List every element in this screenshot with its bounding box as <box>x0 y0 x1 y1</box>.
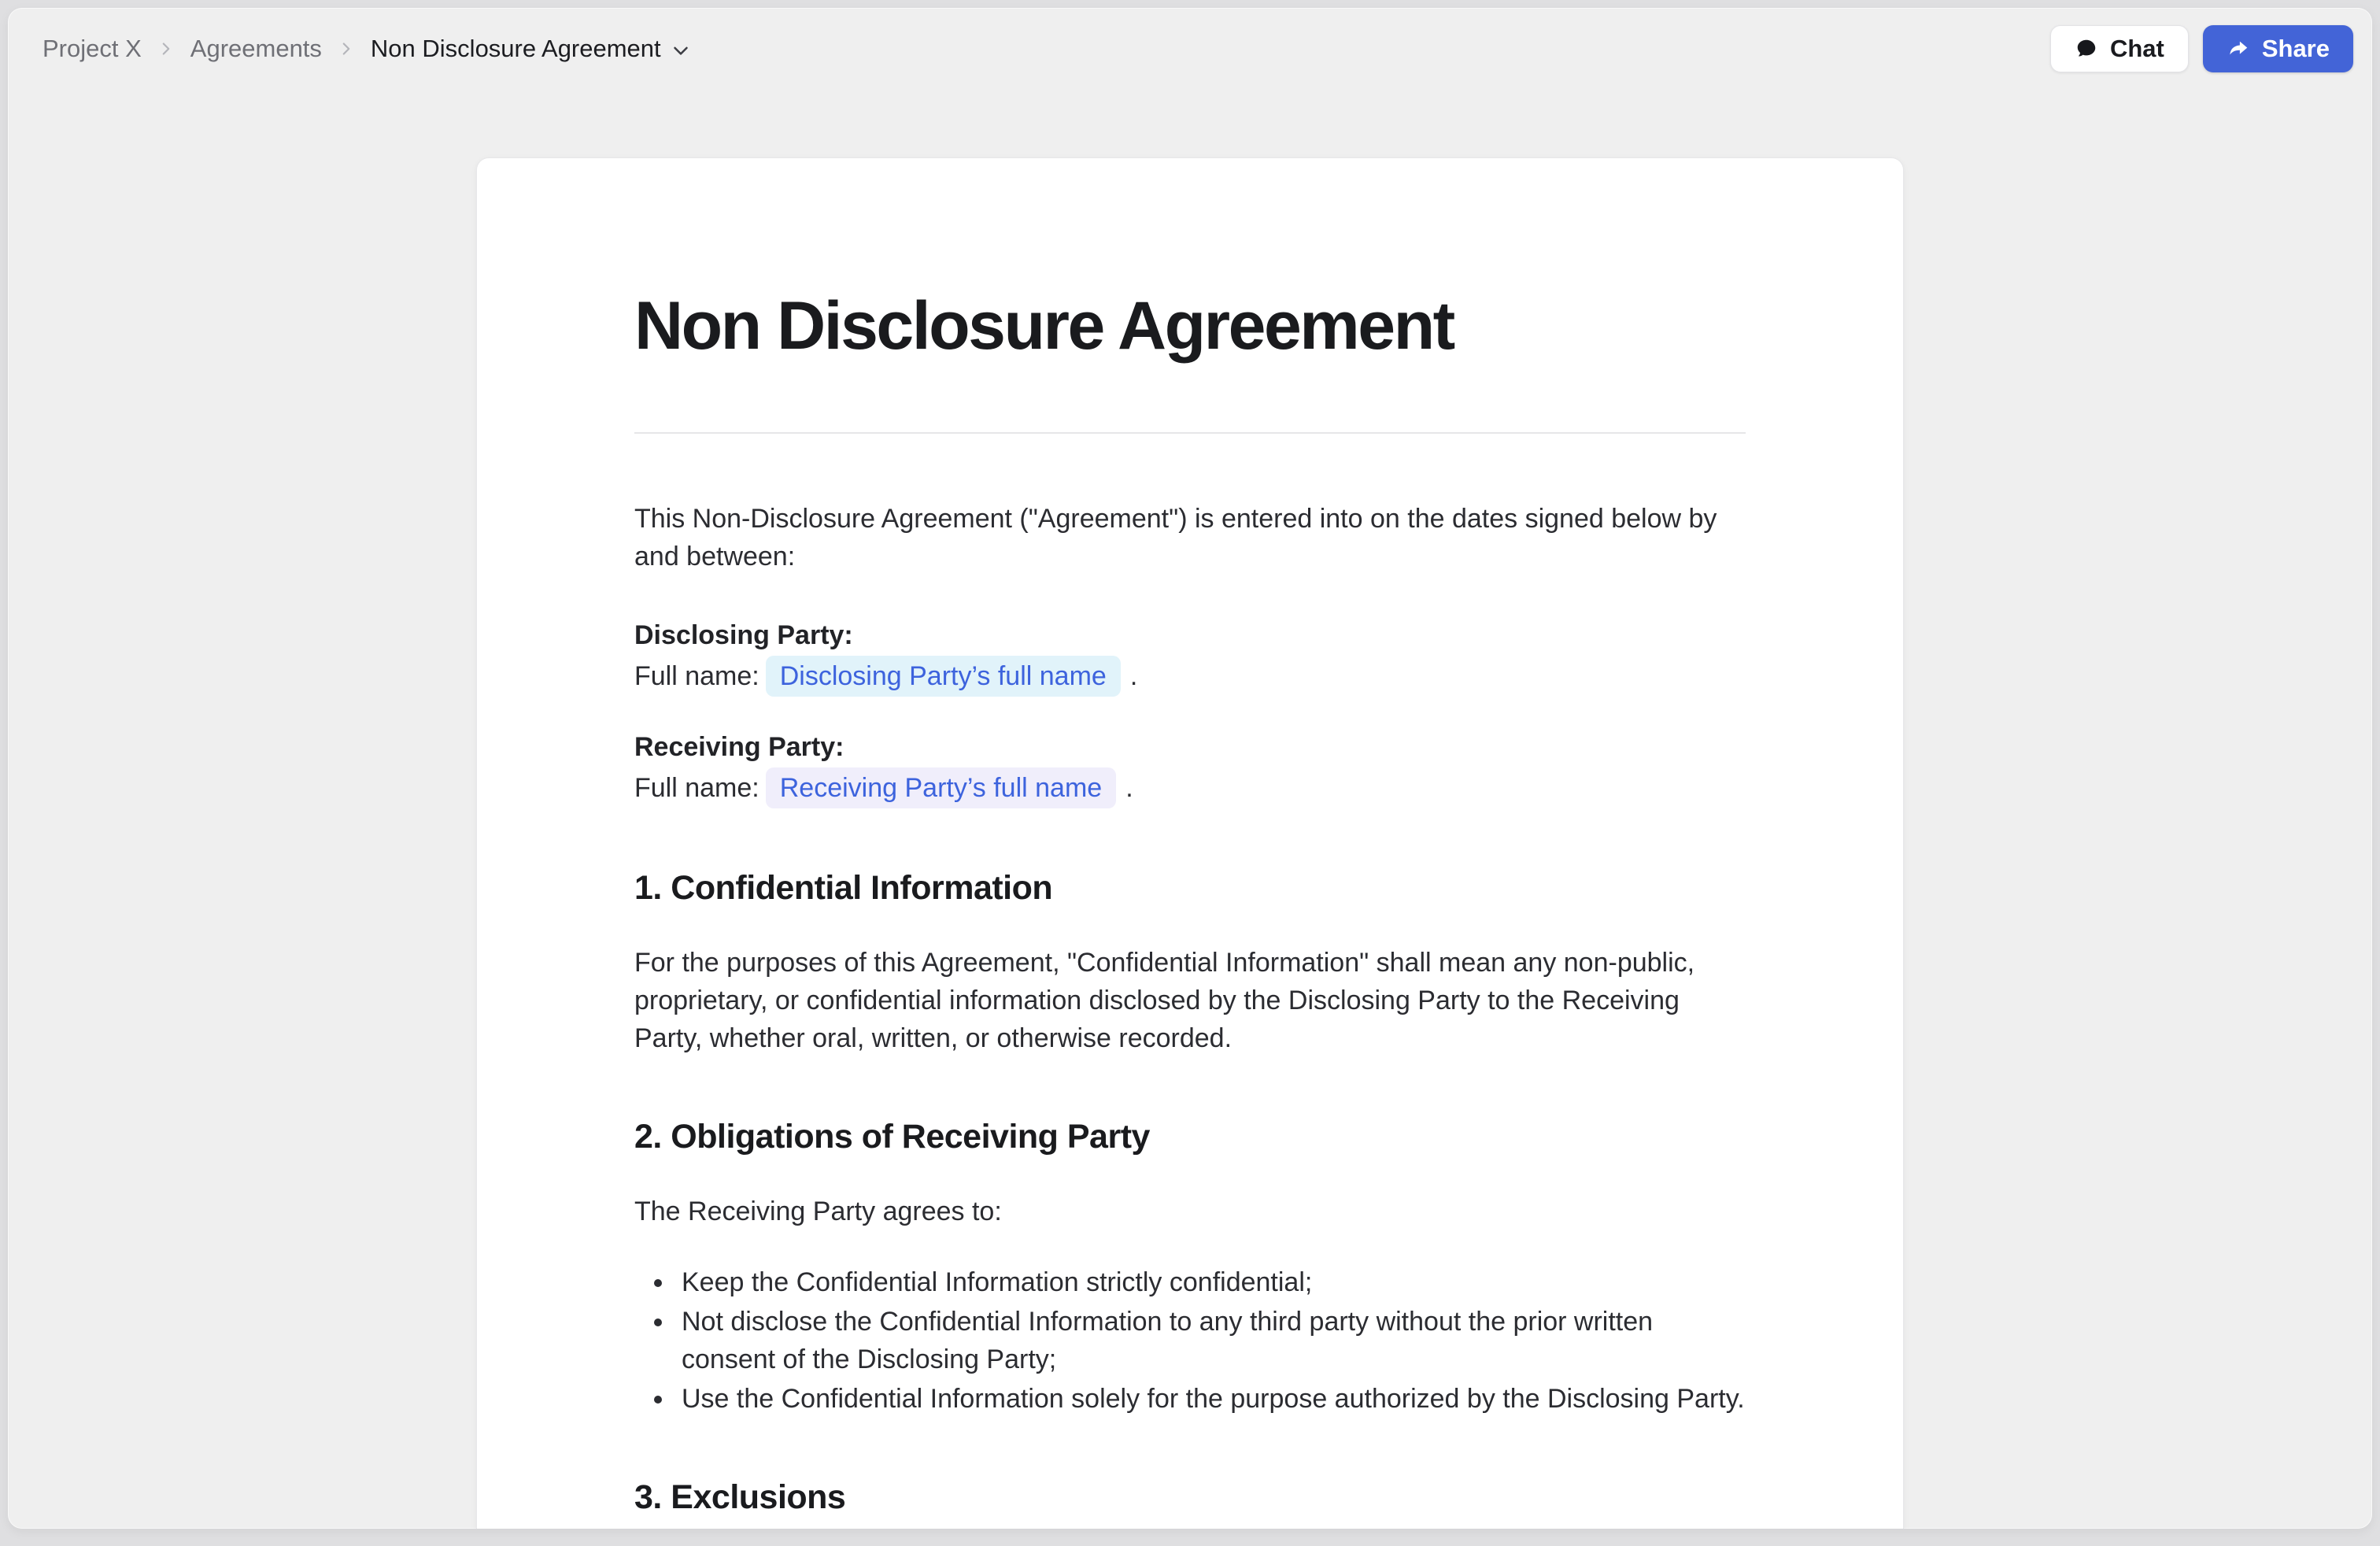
app-window-panel <box>8 8 2372 1529</box>
document-card <box>476 157 1904 1529</box>
sentence-period: . <box>1129 661 1138 692</box>
breadcrumb-item-current-page[interactable] <box>371 35 693 63</box>
list-item: • Use the Confidential Information solely for the purpose authorized by the Disclosing Party. <box>675 1380 1746 1418</box>
disclosing-party-block <box>634 616 1746 697</box>
chat-button[interactable] <box>2050 25 2189 72</box>
receiving-party-label: Receiving Party: <box>634 732 844 763</box>
sentence-period: . <box>1125 773 1133 804</box>
receiving-party-line <box>634 767 1746 808</box>
section-paragraph: The Receiving Party agrees to: <box>634 1196 1002 1227</box>
section-paragraph: For the purposes of this Agreement, "Confidential Information" shall mean any non-public, proprietary, or confidential information disclosed by the Disclosing Party to the Receiving Party, whether oral, written, or otherwise recorded. <box>634 948 1695 1054</box>
chevron-right-icon <box>336 39 357 59</box>
share-forward-icon <box>2227 37 2250 61</box>
list-item: • Not disclose the Confidential Information to any third party without the prior written consent of the Disclosing Party; <box>675 1303 1746 1378</box>
topbar-actions <box>2050 25 2353 72</box>
section-heading-obligations: 2. Obligations of Receiving Party <box>634 1118 1150 1156</box>
full-name-label: Full name: <box>634 773 759 804</box>
section-heading-exclusions: 3. Exclusions <box>634 1478 846 1517</box>
share-button[interactable] <box>2203 25 2353 72</box>
receiving-party-name-field[interactable]: Receiving Party’s full name <box>766 767 1116 808</box>
disclosing-party-label: Disclosing Party: <box>634 620 853 651</box>
document-canvas <box>8 90 2372 1529</box>
intro-paragraph: This Non-Disclosure Agreement ("Agreement") is entered into on the dates signed below by and between: <box>634 504 1717 572</box>
breadcrumb-item-agreements[interactable]: Agreements <box>190 35 322 62</box>
document-title: Non Disclosure Agreement <box>634 288 1454 364</box>
breadcrumb-item-project[interactable]: Project X <box>42 35 142 62</box>
receiving-party-block <box>634 728 1746 808</box>
topbar <box>8 8 2372 90</box>
title-divider <box>634 432 1746 434</box>
full-name-label: Full name: <box>634 661 759 692</box>
breadcrumb <box>42 35 693 63</box>
obligations-list <box>634 1263 1746 1418</box>
chat-bubble-icon <box>2075 37 2098 61</box>
chevron-right-icon <box>156 39 176 59</box>
share-button-label: Share <box>2261 35 2330 62</box>
chevron-down-icon[interactable] <box>669 39 693 62</box>
list-item: • Keep the Confidential Information strictly confidential; <box>675 1263 1746 1301</box>
chat-button-label: Chat <box>2109 35 2164 62</box>
breadcrumb-current-label: Non Disclosure Agreement <box>370 35 661 62</box>
disclosing-party-line <box>634 656 1746 697</box>
section-heading-confidential-information: 1. Confidential Information <box>634 869 1053 908</box>
disclosing-party-name-field[interactable]: Disclosing Party’s full name <box>766 656 1121 697</box>
document-body <box>634 500 1746 1518</box>
